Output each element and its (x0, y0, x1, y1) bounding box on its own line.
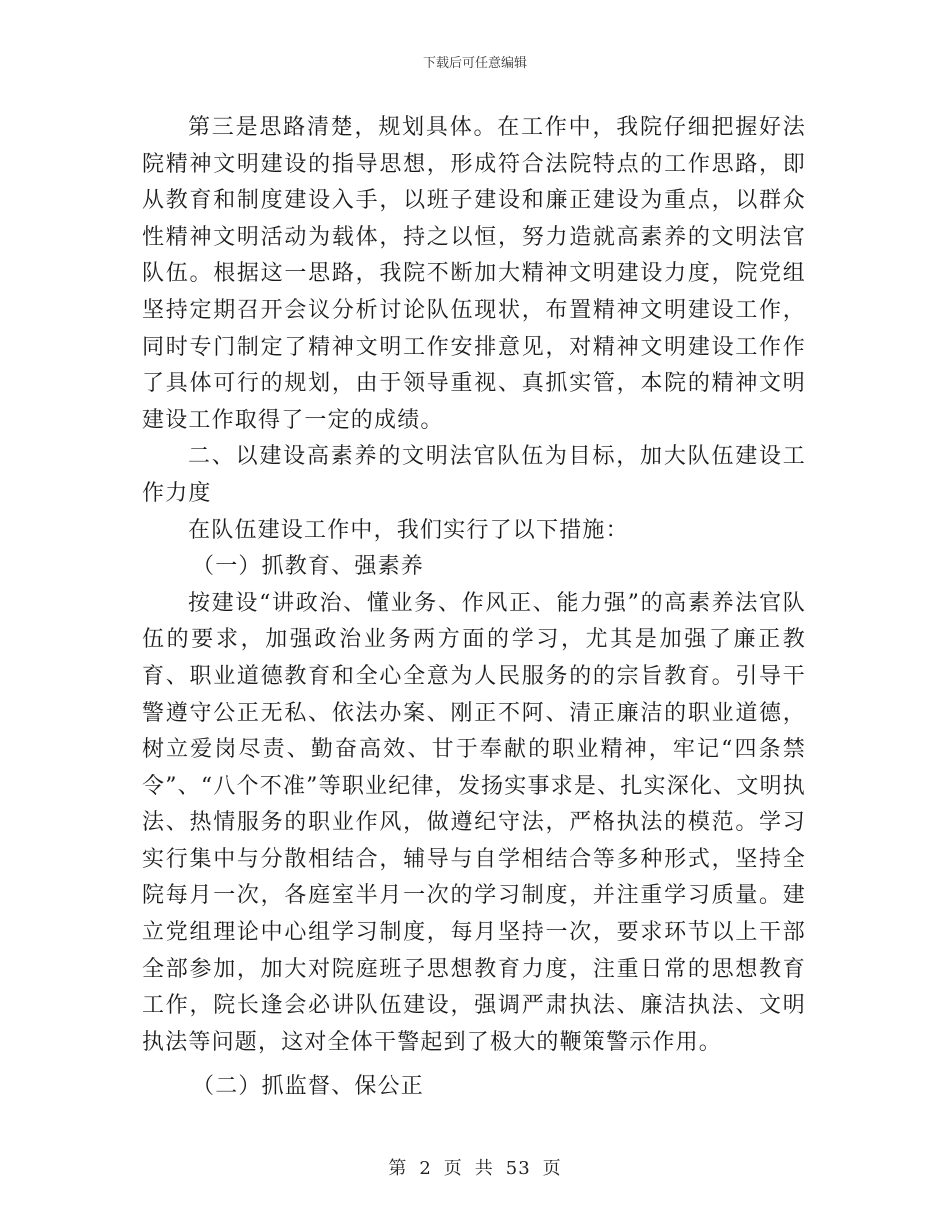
page-footer (0, 1154, 950, 1180)
footer-page-mid: 页 (443, 1158, 463, 1179)
page-header: 下载后可任意编辑 (422, 56, 527, 71)
footer-page-suffix: 页 (542, 1158, 562, 1179)
subheading-supervision: （二）抓监督、保公正 (192, 1074, 425, 1100)
footer-total-pages: 53 (505, 1158, 531, 1179)
paragraph-thinking-planning: 第三是思路清楚，规划具体。在工作中，我院仔细把握好法院精神文明建设的指导思想，形成符合法院特点的工作思路，即从教育和制度建设入手，以班子建设和廉正建设为重点，以群众性精神文明活动为载体，持之以恒，努力造就高素养的文明法官队伍。根据这一思路，我院不断加大精神文明建设力度，院党组坚持定期召开会议分析讨论队伍现状，布置精神文明建设工作，同时专门制定了精神文明工作安排意见，对精神文明建设工作作了具体可行的规划，由于领导重视、真抓实管，本院的精神文明建设工作取得了一定的成绩。 (142, 115, 806, 433)
document-body (142, 110, 806, 1106)
paragraph-measures-intro: 在队伍建设工作中，我们实行了以下措施： (188, 517, 629, 543)
footer-page-number: 2 (419, 1158, 432, 1179)
footer-page-prefix: 第 (388, 1158, 408, 1179)
paragraph-education-detail: 按建设“讲政治、懂业务、作风正、能力强”的高素养法官队伍的要求，加强政治业务两方面的学习，尤其是加强了廉正教育、职业道德教育和全心全意为人民服务的的宗旨教育。引导干警遵守公正无私、依法办案、刚正不阿、清正廉洁的职业道德，树立爱岗尽责、勤奋高效、甘于奉献的职业精神，牢记“四条禁令”、“八个不准”等职业纪律，发扬实事求是、扎实深化、文明执法、热情服务的职业作风，做遵纪守法，严格执法的模范。学习实行集中与分散相结合，辅导与自学相结合等多种形式，坚持全院每月一次，各庭室半月一次的学习制度，并注重学习质量。建立党组理论中心组学习制度，每月坚持一次，要求环节以上干部全部参加，加大对院庭班子思想教育力度，注重日常的思想教育工作，院长逢会必讲队伍建设，强调严肃执法、廉洁执法、文明执法等问题，这对全体干警起到了极大的鞭策警示作用。 (142, 590, 806, 1055)
section-heading-two: 二、以建设高素养的文明法官队伍为目标，加大队伍建设工作力度 (142, 444, 806, 506)
footer-total-label: 共 (474, 1158, 494, 1179)
subheading-education: （一）抓教育、强素养 (192, 554, 425, 580)
